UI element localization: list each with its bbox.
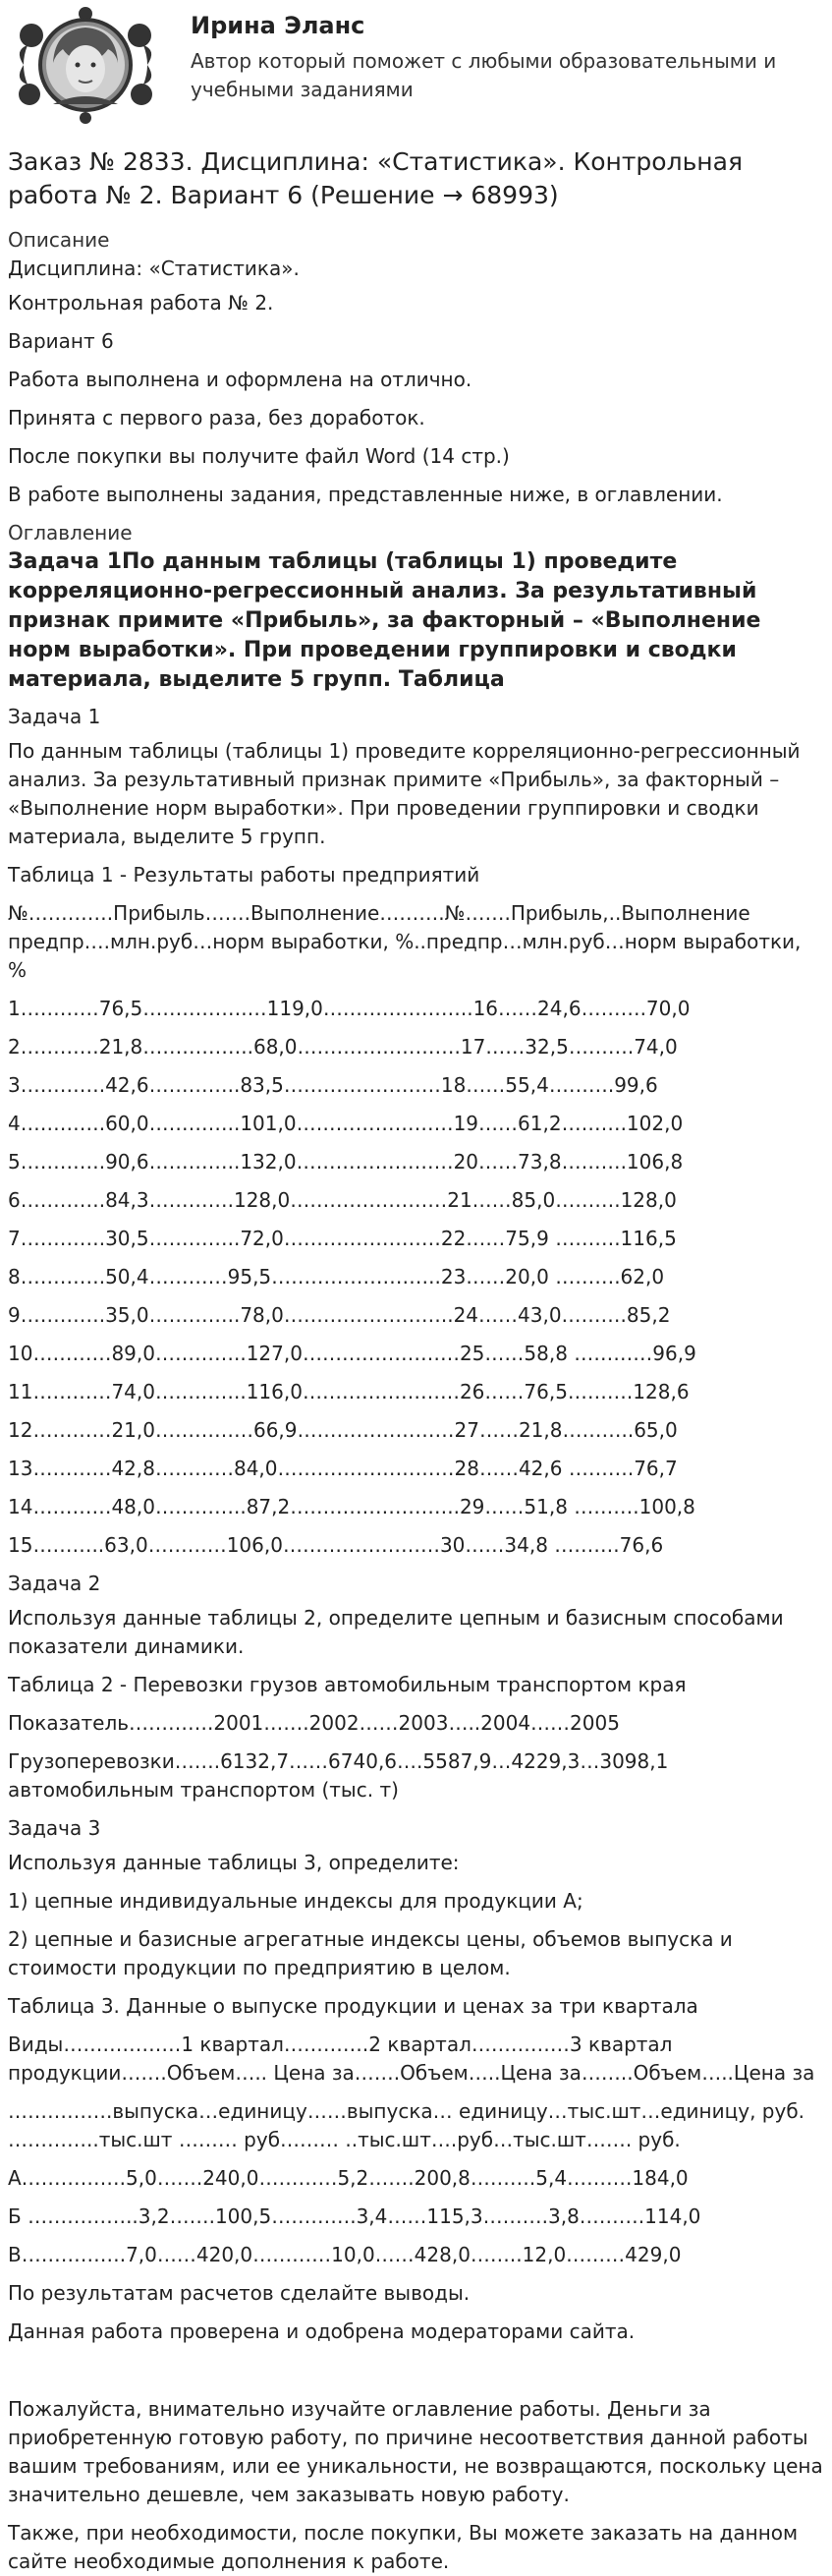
description-line: После покупки вы получите файл Word (14 стр.) (8, 444, 510, 468)
task3-label: Задача 3 (8, 1816, 101, 1840)
author-name[interactable]: Ирина Эланс (191, 12, 365, 39)
table1-row: 6………….84,3………….128,0……………………21……85,0……….128,0 (8, 1188, 677, 1212)
task1-label: Задача 1 (8, 705, 101, 728)
additions-notice: Также, при необходимости, после покупки, Вы можете заказать на данном сайте необходимые дополнения к работе. (8, 2521, 799, 2573)
table3-row: А…………….5,0…….240,0…………5,2…….200,8……….5,4……….184,0 (8, 2166, 689, 2190)
table1-title: Таблица 1 - Результаты работы предприятий (8, 863, 480, 887)
author-card (8, 0, 824, 128)
table1-header: №………….Прибыль…….Выполнение……….№…….Прибыль,..Выполнение предпр….млн.руб…норм выработки, %..предпр…млн.руб…норм выработки, % (8, 901, 802, 982)
page-title: Заказ № 2833. Дисциплина: «Статистика». Контрольная работа № 2. Вариант 6 (Решение → 68993) (8, 147, 744, 209)
table1-row: 8………….50,4…………95,5……………………..23……20,0 ……….62,0 (8, 1265, 665, 1288)
approved-note: Данная работа проверена и одобрена модераторами сайта. (8, 2319, 636, 2343)
table1-row: 2…………21,8……………..68,0…………………….17……32,5……….74,0 (8, 1035, 678, 1059)
table2-header-row: Показатель………….2001…….2002……2003…..2004……2005 (8, 1711, 620, 1735)
table3-header: Виды………………1 квартал………….2 квартал……………3 квартал продукции…….Объем….. Цена за…….Объем…..Цена за……..Объем…..Цена за (8, 2032, 815, 2085)
task1-text: По данным таблицы (таблицы 1) проведите корреляционно-регрессионный анализ. За результативный признак примите «Прибыль», за факторный – «Выполнение норм выработки». При проведении группировки и сводки материала, выделите 5 групп. (8, 739, 801, 848)
toc-label: Оглавление (8, 521, 133, 544)
table1-row: 12…………21,0……………66,9……………………27……21,8………..65,0 (8, 1418, 678, 1442)
description-label: Описание (8, 228, 110, 252)
task3-item: 2) цепные и базисные агрегатные индексы цены, объемов выпуска и стоимости продукции по предприятию в целом. (8, 1927, 733, 1979)
table3-title: Таблица 3. Данные о выпуске продукции и ценах за три квартала (8, 1994, 698, 2018)
table1-row: 9………….35,0…………..78,0……………………..24……43,0……….85,2 (8, 1303, 671, 1327)
task3-item: 1) цепные индивидуальные индексы для продукции А; (8, 1889, 583, 1913)
description-line: Дисциплина: «Статистика». (8, 257, 300, 280)
author-description: Автор который поможет с любыми образовательными и учебными заданиями (191, 49, 777, 101)
task1-heading: Задача 1По данным таблицы (таблицы 1) проведите корреляционно-регрессионный анализ. За результативный признак примите «Прибыль», за факторный – «Выполнение норм выработки». При проведении группировки и сводки материала, выделите 5 групп. Таблица (8, 549, 761, 692)
table1-row: 1…………76,5…………….…119,0…………………..16……24,6……….70,0 (8, 997, 691, 1020)
spacer (8, 2356, 824, 2395)
author-avatar[interactable] (14, 6, 157, 124)
task2-text: Используя данные таблицы 2, определите цепным и базисным способами показатели динамики. (8, 1606, 784, 1658)
description-line: В работе выполнены задания, представленные ниже, в оглавлении. (8, 483, 723, 506)
table1-row: 4………….60,0…………..101,0……………………19……61,2……….102,0 (8, 1112, 684, 1135)
refund-notice: Пожалуйста, внимательно изучайте оглавление работы. Деньги за приобретенную готовую работу, по причине несоответствия данной работы вашим требованиям, или ее уникальности, не возвращаются, поскольку цена значительно дешевле, чем заказывать новую работу. (8, 2397, 823, 2506)
table1-row: 7………….30,5…………..72,0……………………22……75,9 ……….116,5 (8, 1227, 677, 1250)
table1-row: 15………..63,0…………106,0……………………30……34,8 ……….76,6 (8, 1533, 664, 1557)
task2-label: Задача 2 (8, 1572, 101, 1595)
table1-row: 10…………89,0…………..127,0……………………25……58,8 …………96,9 (8, 1342, 696, 1365)
table1-row: 3………….42,6…………..83,5……………………18……55,4……….99,6 (8, 1073, 658, 1097)
table1-row: 13…………42,8…………84,0………………………28……42,6 ……….76,7 (8, 1457, 678, 1480)
table3-row: В…………….7,0……420,0…………10,0……428,0……..12,0………429,0 (8, 2243, 682, 2266)
description-line: Вариант 6 (8, 329, 114, 353)
table1-row: 11…………74,0…………..116,0……………………26……76,5……….128,6 (8, 1380, 690, 1403)
table3-header: …………….выпуска…единицу……выпуска… единицу…тыс.шт…единицу, руб. …………..тыс.шт ……… руб……… ..тыс.шт….руб…тыс.шт……. руб. (8, 2099, 805, 2151)
table1-row: 14…………48,0…………..87,2……………………..29……51,8 ……….100,8 (8, 1495, 695, 1518)
description-line: Контрольная работа № 2. (8, 291, 274, 315)
task3-intro: Используя данные таблицы 3, определите: (8, 1851, 460, 1874)
task3-conclusion: По результатам расчетов сделайте выводы. (8, 2281, 471, 2305)
table2-data-row: Грузоперевозки…….6132,7……6740,6….5587,9…4229,3…3098,1 автомобильным транспортом (тыс. т) (8, 1749, 669, 1802)
table2-title: Таблица 2 - Перевозки грузов автомобильным транспортом края (8, 1673, 687, 1696)
description-line: Принята с первого раза, без доработок. (8, 406, 425, 429)
description-line: Работа выполнена и оформлена на отлично. (8, 368, 472, 391)
table1-row: 5………….90,6…………..132,0……………………20……73,8……….106,8 (8, 1150, 684, 1174)
table3-row: Б ……………..3,2…….100,5………….3,4……115,3……….3,8……….114,0 (8, 2204, 701, 2228)
